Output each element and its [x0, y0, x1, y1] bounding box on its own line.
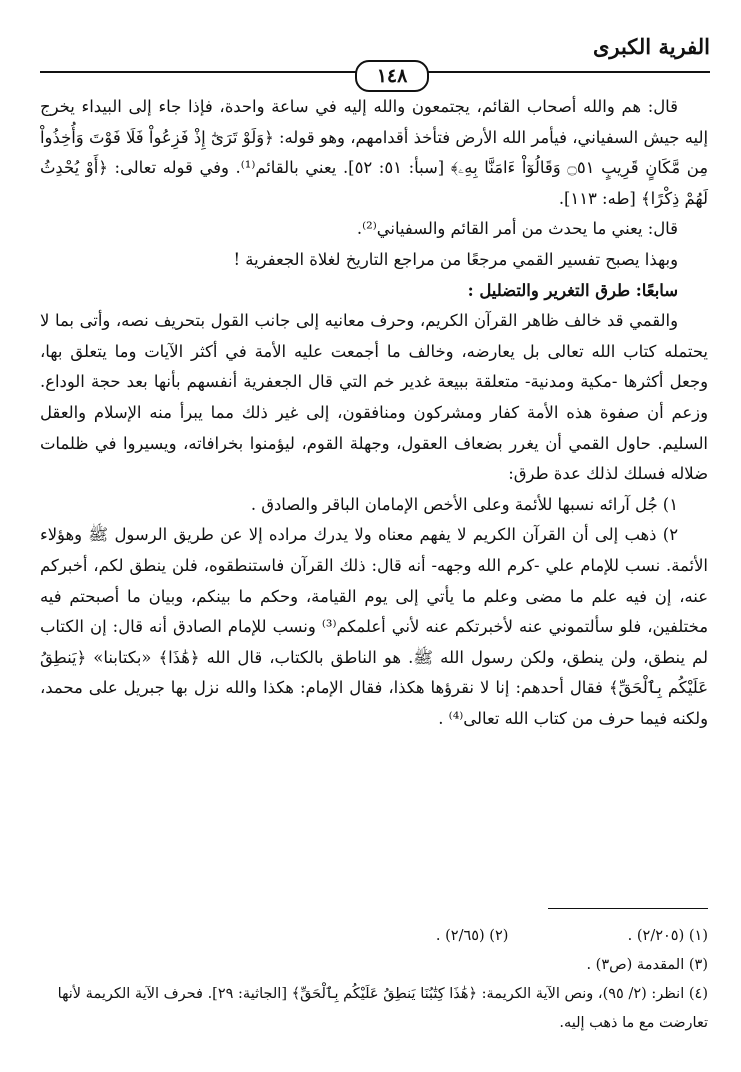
paragraph-qaim-sufyani: قال: يعني ما يحدث من أمر القائم والسفياني⁽²⁾. — [356, 219, 678, 239]
footnote-separator — [548, 908, 708, 909]
paragraph-qummi-methods: والقمي قد خالف ظاهر القرآن الكريم، وحرف معانيه إلى جانب القول بتحريف نصه، وأتى بما لا يحتمله كتاب الله تعالى بل يعارضه، وخالف ما أجمعت عليه الأمة في أكثر الآيات وما يتعلق بها، وجعل أكثرها -مكية ومدنية- متعلقة ببيعة غدير خم التي قال الجعفرية أنفسهم بأنها بعد حجة الوداع. وزعم أن صفوة هذه الأمة كفار ومشركون ومنافقون، إلى غير ذلك مما يبرأ منه الإسلام والعقل السليم. حاول القمي أن يغرر بضعاف العقول، وجهلة القوم، ليؤمنوا بخرافاته، ويسيروا في ظلمات ضلاله فسلك لذلك عدة طرق: — [40, 311, 708, 484]
paragraph-quote-qaim: قال: هم والله أصحاب القائم، يجتمعون والله إليه في ساعة واحدة، فإذا جاء إلى البيداء يخرج إليه جيش السفياني، فيأمر الله الأرض فتأخذ أقدامهم، وهو قوله: ﴿وَلَوْ تَرَىٰٓ إِذْ فَزِعُواْ فَلَا فَوْتَ وَأُخِذُواْ مِن مَّكَانٍ قَرِيبٍ ۝٥١ وَقَالُوٓاْ ءَامَنَّا بِهِۦ﴾ [سبأ: ٥١: ٥٢]. يعني بالقائم⁽¹⁾. وفي قوله تعالى: ﴿أَوْ يُحْدِثُ لَهُمْ ذِكْرًا﴾ [طه: ١١٣]. — [40, 97, 708, 208]
footnote-1: (١) (٢/٢٠٥) . — [627, 928, 708, 944]
paragraph-history-reference: وبهذا يصبح تفسير القمي مرجعًا من مراجع التاريخ لغلاة الجعفرية ! — [233, 249, 678, 269]
page-header — [40, 30, 710, 90]
footnote-4: (٤) انظر: (٢/ ٩٥)، ونص الآية الكريمة: ﴿هَٰذَا كِتَٰبُنَا يَنطِقُ عَلَيْكُم بِٱلْحَقِّ﴾ [الجاثية: ٢٩]. فحرف الآية الكريمة لأنها تعارضت مع ما ذهب إليه. — [57, 986, 708, 1031]
footnote-row — [40, 922, 708, 951]
section-heading: سابعًا: طرق التغرير والتضليل : — [467, 280, 678, 300]
footnote-3: (٣) المقدمة (ص٣) . — [586, 957, 708, 973]
list-item-2: ٢) ذهب إلى أن القرآن الكريم لا يفهم معناه ولا يدرك مراده إلا عن طريق الرسول ﷺ وهؤلاء الأئمة. نسب للإمام علي -كرم الله وجهه- أنه قال: ذلك القرآن فاستنطقوه، فلن ينطق لكم، أخبركم عنه، إن فيه علم ما مضى وعلم ما يأتي إلى يوم القيامة، وحكم ما بينكم، وبيان ما أصبحتم فيه مختلفين، فلو سألتموني عنه لأخبرتكم عنه لأني أعلمكم⁽³⁾ ونسب للإمام الصادق أنه قال: إن الكتاب لم ينطق، ولن ينطق، ولكن رسول الله ﷺ. هو الناطق بالكتاب، قال الله ﴿هَٰذَا﴾ «بكتابنا» ﴿يَنطِقُ عَلَيْكُم بِٱلْحَقِّ﴾ فقال أحدهم: إنا لا نقرؤها هكذا، فقال الإمام: هكذا والله نزل بها جبريل على محمد، ولكنه فيما حرف من كتاب الله تعالى⁽⁴⁾ . — [40, 525, 708, 728]
book-title: الفرية الكبرى — [592, 34, 710, 59]
footnotes — [40, 922, 708, 1038]
main-text — [40, 92, 708, 734]
footnote-2: (٢) (٢/٦٥) . — [435, 928, 509, 944]
list-item-1: ١) جُل آرائه نسبها للأئمة وعلى الأخص الإمامان الباقر والصادق . — [250, 494, 678, 514]
page-number: ١٤٨ — [355, 60, 429, 92]
